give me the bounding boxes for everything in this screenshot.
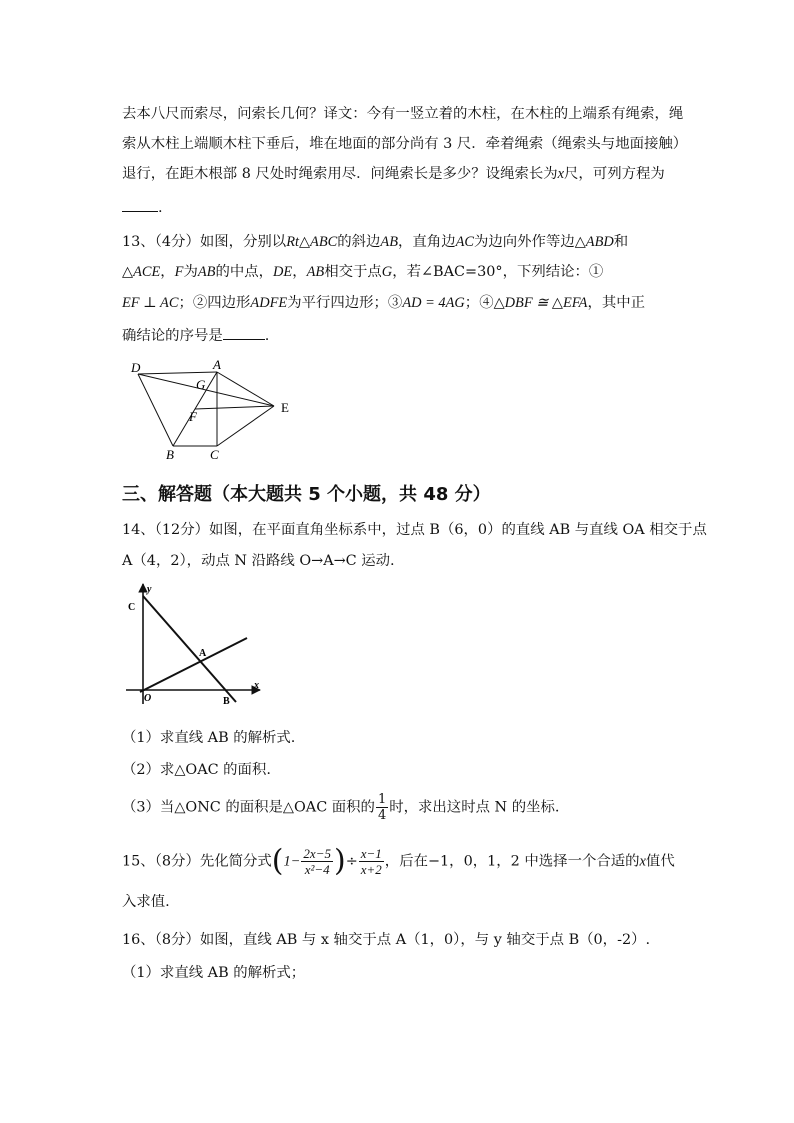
q14-line-2: A（4，2），动点 N 沿路线 O→A→C 运动. [122,553,395,569]
fraction-x-1-over-x+2: $\frac{x-1}{x+2}$ [360,846,382,877]
line-AB [143,596,236,702]
q15-line-2: 入求值. [122,894,170,910]
segment-FE [195,406,274,409]
label-B: B [166,447,174,462]
q13-line-1: 13、（4分）如图，分别以Rt△ABC的斜边AB，直角边AC为边向外作等边△ABD和 [122,234,629,250]
label-F: F [189,409,197,424]
q14-part-1: （1）求直线 AB 的解析式. [122,730,296,746]
q13-line-4: 确结论的序号是 . [122,324,269,346]
line-OA [140,638,247,692]
q14-line-1: 14、（12分）如图，在平面直角坐标系中，过点 B（6，0）的直线 AB 与直线 OA 相交于点 [122,522,707,538]
q14-part-3: （3）当△ONC 的面积是△OAC 面积的 $\frac{1}{4}$ 时，求出这时点 N 的坐标. [122,792,560,823]
label-x: x [254,680,259,691]
section-3-heading: 三、解答题（本大题共 5 个小题，共 48 分） [122,484,491,505]
label-y: y [147,584,152,595]
segment-CE [217,406,274,446]
label-O: O [144,693,152,704]
segment-AE [217,372,274,406]
answer-blank[interactable] [223,324,265,340]
label-C: C [128,602,136,613]
label-A: A [199,648,207,659]
label-B: B [223,696,230,707]
q13-line-2: △ACE，F为AB的中点，DE，AB相交于点G，若∠BAC=30°，下列结论：① [122,264,604,280]
label-A: A [213,358,221,372]
q12-line-1: 去本八尺而索尽，问索长几何？译文：今有一竖立着的木柱，在木柱的上端系有绳索，绳 [122,106,684,122]
q16-part-1: （1）求直线 AB 的解析式； [122,965,306,981]
label-G: G [196,377,206,392]
fraction-one-quarter: $\frac{1}{4}$ [377,792,387,823]
label-C: C [210,447,219,462]
q12-line-4: . [122,196,163,218]
q12-line-3: 退行，在距木根部 8 尺处时绳索用尽．问绳索长是多少？设绳索长为x尺，可列方程为 [122,166,665,182]
q16-line-1: 16、（8分）如图，直线 AB 与 x 轴交于点 A（1，0），与 y 轴交于点 B（0，-2）. [122,932,651,948]
segment-DA [138,372,217,374]
q14-coordinate-figure [122,580,270,710]
label-D: D [131,360,141,375]
q13-line-3: EF ⊥ AC；②四边形ADFE为平行四边形；③AD = 4AG；④△DBF ≅ △EFA，其中正 [122,295,646,311]
q13-triangle-figure [128,358,298,462]
segment-DB [138,374,173,446]
answer-blank[interactable] [122,196,158,212]
fraction-2x-5-over-x2-4: $\frac{2x-5}{\text{x²−4}}$ [303,846,331,877]
q12-line-2: 索从木柱上端顺木柱下垂后，堆在地面的部分尚有 3 尺．牵着绳索（绳索头与地面接触） [122,136,688,152]
q15-line-1: 15、（8分）先化简分式(1− $\frac{2x-5}{\text{x²−4}}$ )÷ $\frac{x-1}{x+2}$ ，后在−1，0，1，2 中选择一个合适的x值代 [122,843,675,879]
q14-part-2: （2）求△OAC 的面积. [122,762,271,778]
segment-DE [138,374,274,406]
label-E: E [281,400,289,415]
